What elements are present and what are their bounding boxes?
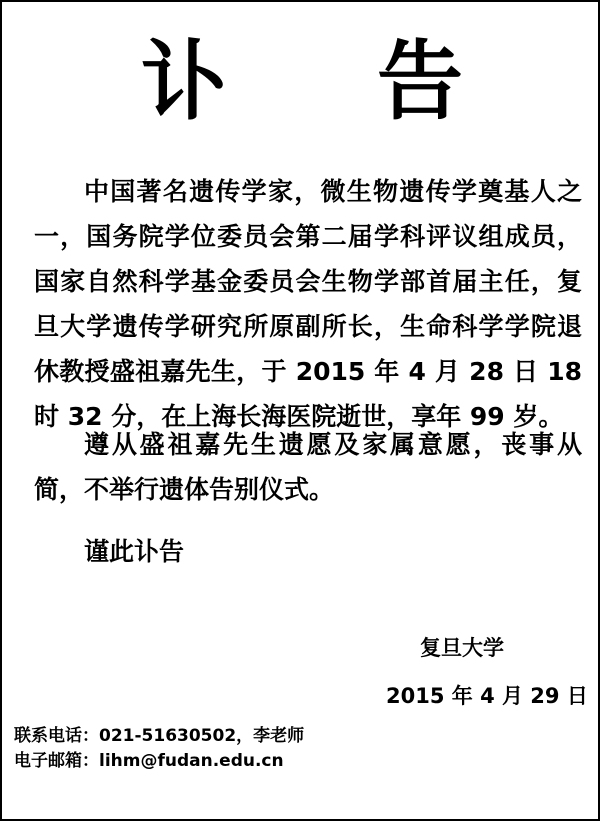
signature-date: 2015 年 4 月 29 日	[386, 684, 588, 708]
notice-paragraph-main: 中国著名遗传学家，微生物遗传学奠基人之一，国务院学位委员会第二届学科评议组成员，国家自然科学基金委员会生物学部首届主任，复旦大学遗传学研究所原副所长，生命科学学院退休教授盛祖嘉先生，于 2015 年 4 月 28 日 18 时 32 分，在上海长海医院逝世，享年 99 岁。	[34, 177, 582, 431]
contact-phone: 联系电话：021-51630502，李老师	[14, 726, 305, 746]
contact-email: 电子邮箱：lihm@fudan.edu.cn	[14, 751, 284, 771]
notice-closing: 谨此讣告	[84, 537, 185, 566]
signature-organization: 复旦大学	[420, 636, 504, 660]
notice-title: 讣 告	[141, 32, 523, 132]
notice-paragraph-funeral: 遵从盛祖嘉先生遗愿及家属意愿，丧事从简，不举行遗体告别仪式。	[34, 430, 582, 504]
